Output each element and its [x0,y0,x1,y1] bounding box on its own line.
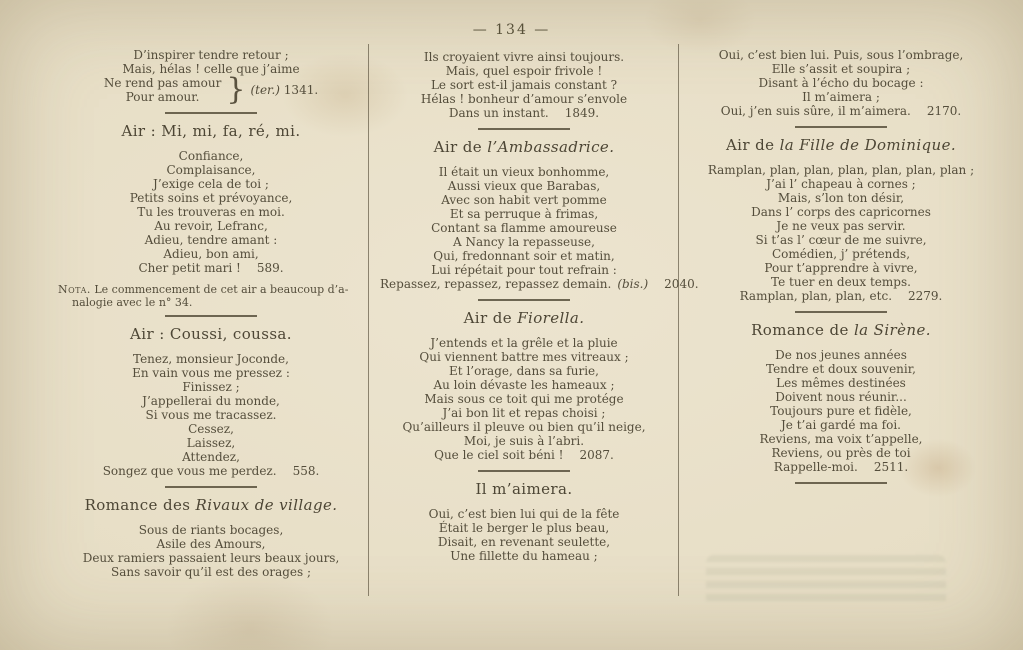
song-heading [58,123,364,140]
song-number: 2087. [579,448,614,462]
verse-text: Sous de riants bocages, [138,523,284,537]
verse-text: Si t’as l’ cœur de me suivre, [755,233,927,247]
verse-line [380,249,668,263]
brace-group [58,72,364,107]
verse-text: Mais, quel espoir frivole ! [445,64,603,78]
verse-text: Tenez, monsieur Joconde, [133,352,289,366]
verse-text: Mais, hélas ! celle que j’aime [122,62,300,76]
verse-text: Toujours pure et fidèle, [770,404,912,418]
heading-italic-part: la Sirène. [853,321,931,339]
verse-text: D’inspirer tendre retour ; [133,48,289,62]
verse-text: Repassez, repassez, repassez demain. [380,277,612,291]
column-divider [368,44,369,596]
verse-line [380,64,668,78]
stanza [58,523,364,579]
verse-line [690,376,992,390]
heading-italic-part: Fiorella. [517,309,585,327]
refrain-marker: (bis.) [617,277,649,291]
verse-text: Dans l’ corps des capricornes [751,205,931,219]
verse-line [58,352,364,366]
verse-line [690,446,992,460]
verse-line [58,247,364,261]
verse-line [380,106,668,120]
verse-text: Songez que vous me perdez. [102,464,277,478]
column-1 [58,48,364,587]
verse-line [690,104,992,118]
stanza [690,48,992,118]
verse-text: Tu les trouveras en moi. [137,205,285,219]
verse-text: Oui, c’est bien lui. Puis, sous l’ombrage, [718,48,964,62]
verse-line [58,436,364,450]
verse-text: Adieu, tendre amant : [144,233,278,247]
verse-line [380,193,668,207]
stanza [690,348,992,474]
verse-text: Mais sous ce toit qui me protége [424,392,624,406]
verse-text: Moi, je suis à l’abri. [463,434,585,448]
verse-line [380,350,668,364]
verse-text: Qui, fredonnant soir et matin, [433,249,615,263]
verse-text: Laissez, [186,436,236,450]
heading-part: Il m’aimera. [475,480,573,498]
verse-text: Cher petit mari ! [138,261,241,275]
verse-line: Ne rend pas amour [103,76,222,90]
verse-text: Si vous me tracassez. [145,408,277,422]
heading-part: Romance de [751,321,854,339]
page-number: — 134 — [472,22,551,38]
verse-line [58,177,364,191]
verse-line [58,205,364,219]
verse-text: Disant à l’écho du bocage : [758,76,924,90]
verse-text: Une fillette du hameau ; [450,549,598,563]
section-rule [478,470,570,472]
verse-line [380,165,668,179]
section-rule [165,315,257,317]
verse-line [58,523,364,537]
verse-line [58,48,364,62]
stanza [58,149,364,275]
verse-line [690,432,992,446]
verse-text: Qu’ailleurs il pleuve ou bien qu’il neige, [402,420,646,434]
song-number: 2279. [908,289,943,303]
verse-text: En vain vous me pressez : [132,366,290,380]
verse-line [58,191,364,205]
song-heading [58,497,364,514]
verse-line [58,380,364,394]
verse-text: Elle s’assit et soupira ; [771,62,911,76]
verse-text: Lui répétait pour tout refrain : [431,263,617,277]
heading-italic-part: la Fille de Dominique. [779,136,957,154]
stanza [690,163,992,303]
song-heading [380,139,668,156]
verse-text: Attendez, [182,450,240,464]
verse-line [380,392,668,406]
verse-text: Confiance, [178,149,244,163]
verse-line [690,261,992,275]
verse-line [58,163,364,177]
verse-line [58,422,364,436]
verse-line [380,207,668,221]
verse-text: Oui, j’en suis sûre, il m’aimera. [720,104,911,118]
column-3 [690,48,992,493]
verse-text: Que le ciel soit béni ! [434,448,564,462]
verse-line [690,390,992,404]
verse-text: J’exige cela de toi ; [153,177,269,191]
verse-line [58,366,364,380]
verse-text: Asile des Amours, [156,537,266,551]
verse-line [58,62,364,76]
stanza [58,48,364,107]
verse-text: J’ai bon lit et repas choisi ; [442,406,606,420]
verse-line [380,179,668,193]
song-heading [690,137,992,154]
verse-text: J’ai l’ chapeau à cornes ; [766,177,916,191]
verse-text: Il était un vieux bonhomme, [438,165,610,179]
verse-line [690,205,992,219]
nota-label: Nota. [58,283,91,296]
verse-text: Ramplan, plan, plan, plan, plan, plan, plan ; [707,163,975,177]
verse-text: J’entends et la grêle et la pluie [430,336,618,350]
verse-text: Aussi vieux que Barabas, [447,179,601,193]
verse-line [58,408,364,422]
section-rule [795,482,887,484]
ter-marker: (ter.) [250,83,284,97]
stanza [58,352,364,478]
song-number: 2040. [664,277,699,291]
verse-text: J’appellerai du monde, [142,394,280,408]
verse-line [380,549,668,563]
verse-text: Et l’orage, dans sa furie, [449,364,599,378]
verse-line [58,464,364,478]
verse-text: Dans un instant. [448,106,549,120]
verse-text: Hélas ! bonheur d’amour s’envole [420,92,628,106]
verse-line [690,362,992,376]
verse-line [690,76,992,90]
verse-line [380,92,668,106]
verse-text: Doivent nous réunir... [775,390,907,404]
verse-text: Contant sa flamme amoureuse [431,221,617,235]
verse-line [690,275,992,289]
verse-line [690,247,992,261]
brace-glyph: } [226,72,246,107]
verse-line [380,507,668,521]
column-divider [678,44,679,596]
verse-line [58,565,364,579]
heading-part: Air de [463,309,518,327]
nota-text: nalogie avec le n° 34. [72,296,193,309]
nota-note [58,283,364,309]
verse-text: Je ne veux pas servir. [776,219,906,233]
verse-line [690,460,992,474]
brace-lines [104,76,222,104]
verse-line [690,48,992,62]
verse-line [690,90,992,104]
verse-text: Reviens, ma voix t’appelle, [759,432,923,446]
heading-part: Air : Mi, mi, fa, ré, mi. [121,122,301,140]
verse-line [380,535,668,549]
song-number: 589. [256,261,284,275]
stanza [380,336,668,462]
verse-line [58,149,364,163]
verse-line [690,163,992,177]
verse-text: Finissez ; [182,380,240,394]
song-number: 2170. [926,104,962,118]
song-number: 2511. [873,460,909,474]
verse-text: Au revoir, Lefranc, [154,219,268,233]
verse-text: Disait, en revenant seulette, [437,535,611,549]
stanza [380,165,699,291]
song-heading [380,481,668,498]
verse-line [690,191,992,205]
verse-text: Le sort est-il jamais constant ? [430,78,618,92]
verse-line [380,521,668,535]
verse-text: Ramplan, plan, plan, etc. [739,289,893,303]
verse-text: A Nancy la repasseuse, [453,235,595,249]
verse-line [380,378,668,392]
verse-line [58,537,364,551]
verse-text: Qui viennent battre mes vitreaux ; [419,350,629,364]
verse-line [58,450,364,464]
section-rule [478,299,570,301]
column-2 [380,50,699,571]
verse-text: Reviens, ou près de toi [771,446,911,460]
verse-line [58,219,364,233]
nota-text: Le commencement de cet air a beaucoup d’a- [90,283,349,296]
section-rule [795,311,887,313]
verse-text: Petits soins et prévoyance, [129,191,293,205]
verse-line [380,78,668,92]
verse-line: Pour amour. [125,90,200,104]
verse-line [690,348,992,362]
verse-line [690,233,992,247]
section-rule [165,486,257,488]
section-rule [795,126,887,128]
verse-line [58,394,364,408]
verse-text: Deux ramiers passaient leurs beaux jours, [82,551,340,565]
verse-line [380,420,668,434]
heading-italic-part: l’Ambassadrice. [487,138,615,156]
verse-text: Les mêmes destinées [776,376,906,390]
verse-line [380,221,668,235]
song-number: 1341. [283,83,319,97]
song-heading [690,322,992,339]
verse-text: Au loin dévaste les hameaux ; [433,378,615,392]
verse-line [380,277,699,291]
verse-line [58,551,364,565]
verse-text: Adieu, bon ami, [163,247,259,261]
verse-text: Pour t’apprendre à vivre, [764,261,918,275]
verse-line [58,261,364,275]
heading-part: Romance des [84,496,196,514]
verse-line [690,62,992,76]
verse-text: Sans savoir qu’il est des orages ; [110,565,312,579]
verse-line [690,289,992,303]
verse-line [380,448,668,462]
verse-text: Il m’aimera ; [802,90,880,104]
heading-part: Air : Coussi, coussa. [130,325,292,343]
song-number: 558. [292,464,320,478]
verse-line [380,50,668,64]
verse-line [380,406,668,420]
verse-line [690,418,992,432]
song-heading [380,310,668,327]
verse-line [58,233,364,247]
verse-text: Rappelle-moi. [773,460,858,474]
verse-text: Comédien, j’ prétends, [771,247,911,261]
brace-annotation [250,83,318,97]
verse-text: Ils croyaient vivre ainsi toujours. [423,50,625,64]
verse-line [380,235,668,249]
song-heading [58,326,364,343]
heading-italic-part: Rivaux de village. [195,496,338,514]
verse-text: Mais, s’lon ton désir, [777,191,905,205]
verse-line [690,219,992,233]
verse-line [380,263,668,277]
section-rule [478,128,570,130]
verse-text: Cessez, [188,422,234,436]
stanza [380,50,668,120]
verse-text: Et sa perruque à frimas, [449,207,599,221]
verse-line [690,404,992,418]
verse-line [380,364,668,378]
song-number: 1849. [564,106,600,120]
heading-part: Air de [725,136,780,154]
verse-line [380,336,668,350]
stanza [380,507,668,563]
verse-text: Oui, c’est bien lui qui de la fête [428,507,620,521]
verse-text: Te tuer en deux temps. [771,275,911,289]
verse-text: Tendre et doux souvenir, [766,362,916,376]
verse-text: Je t’ai gardé ma foi. [780,418,901,432]
heading-part: Air de [433,138,488,156]
verse-text: Était le berger le plus beau, [438,521,610,535]
verse-text: Avec son habit vert pomme [441,193,607,207]
page-showthrough [706,555,946,607]
verse-line [690,177,992,191]
verse-line [380,434,668,448]
verse-text: Complaisance, [166,163,256,177]
section-rule [165,112,257,114]
verse-text: De nos jeunes années [775,348,907,362]
